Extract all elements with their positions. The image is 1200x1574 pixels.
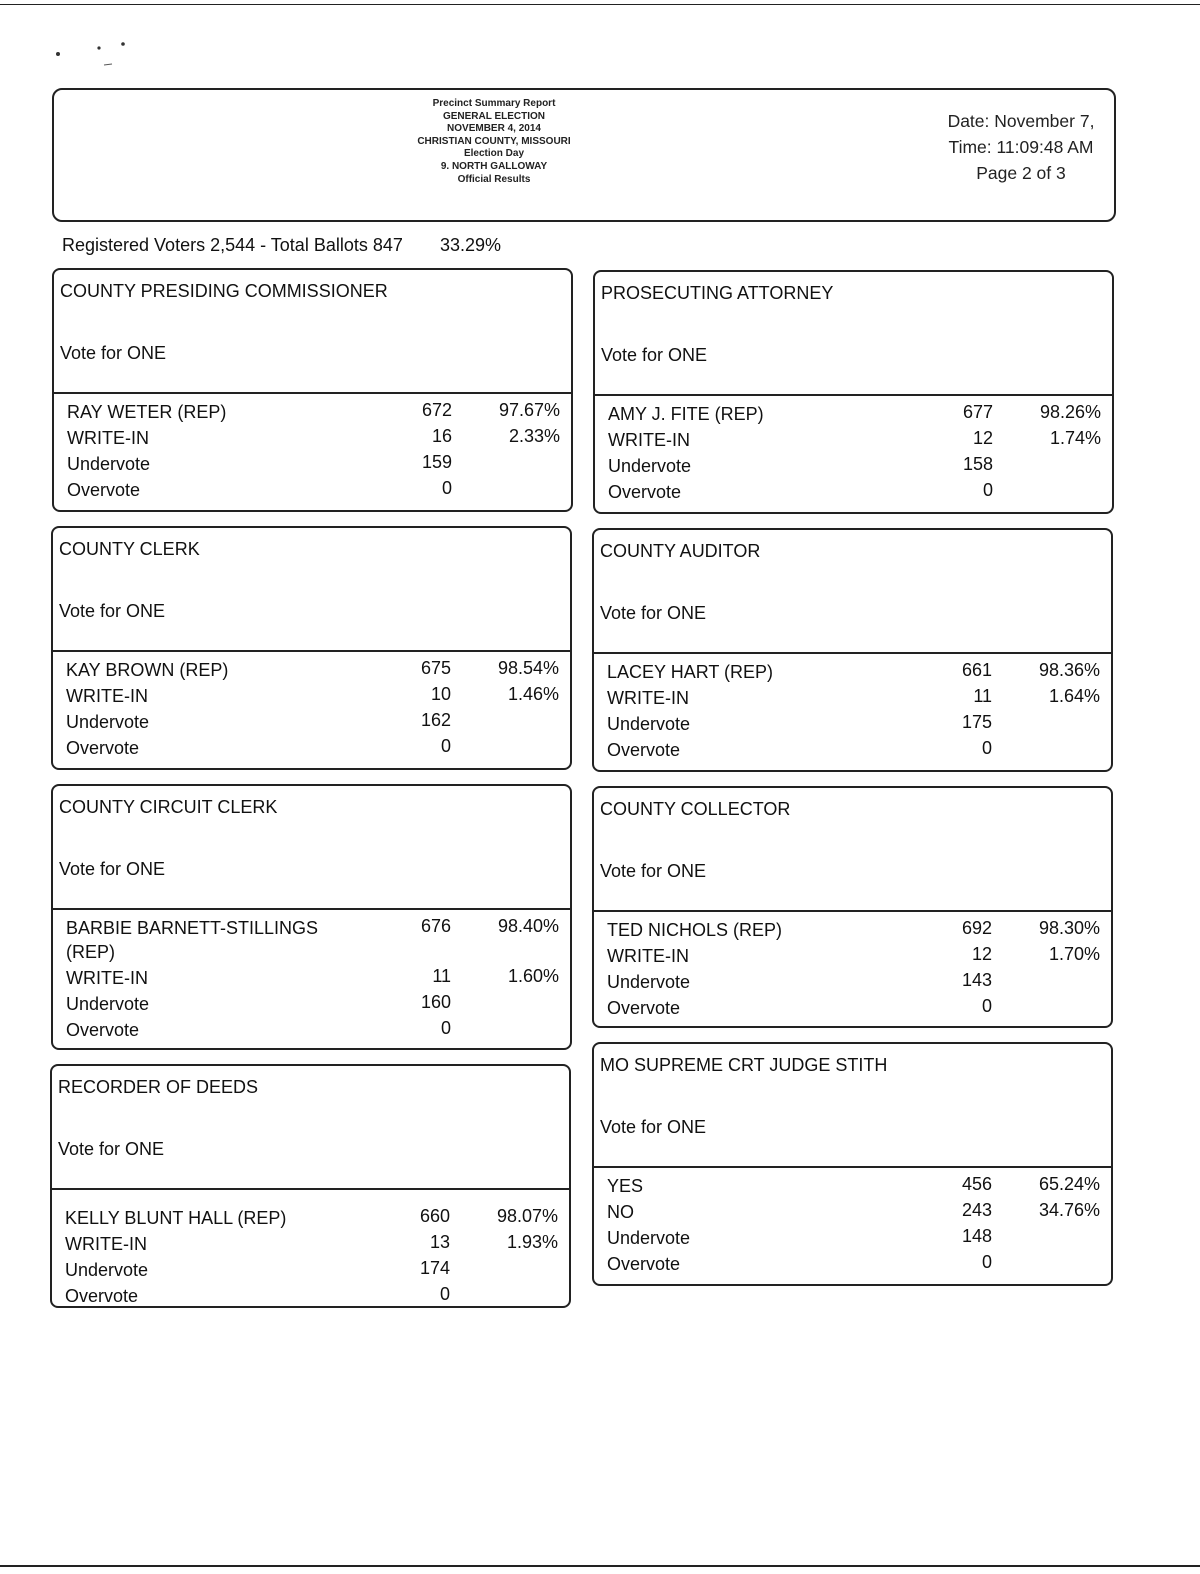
- result-row: [594, 686, 1111, 712]
- result-row: [594, 996, 1111, 1022]
- vote-percent: 34.76%: [1038, 1200, 1100, 1220]
- vote-count: 0: [981, 996, 992, 1016]
- choice-name: WRITE-IN: [607, 946, 689, 966]
- vote-percent: 98.30%: [1038, 918, 1100, 938]
- contest-divider: [54, 392, 571, 394]
- report-time: Time: 11:09:48 AM: [948, 137, 1094, 157]
- vote-count: 0: [981, 1252, 992, 1272]
- contest-divider: [594, 910, 1111, 912]
- result-row: [594, 738, 1111, 764]
- report-date: Date: November 7,: [947, 111, 1095, 131]
- contest-box: [593, 270, 1114, 514]
- vote-count: 11: [432, 966, 451, 986]
- vote-for-label: Vote for ONE: [600, 861, 707, 881]
- vote-percent: 1.93%: [506, 1232, 558, 1252]
- result-row: [53, 992, 570, 1018]
- report-line: Election Day: [463, 148, 525, 160]
- contest-title: MO SUPREME CRT JUDGE STITH: [600, 1055, 888, 1075]
- contest-box: [51, 784, 572, 1050]
- vote-count: 692: [961, 918, 992, 938]
- result-row: [52, 1284, 569, 1310]
- vote-percent: 1.60%: [507, 966, 559, 986]
- contest-divider: [53, 650, 570, 652]
- vote-count: 0: [440, 1018, 451, 1038]
- vote-percent: 1.70%: [1048, 944, 1100, 964]
- result-row: [594, 1174, 1111, 1200]
- choice-name: AMY J. FITE (REP): [608, 404, 764, 424]
- result-row: [594, 1252, 1111, 1278]
- result-row: [54, 426, 571, 452]
- vote-count: 676: [420, 916, 451, 936]
- result-row: [594, 1200, 1111, 1226]
- report-meta: [936, 108, 1106, 186]
- vote-count: 174: [419, 1258, 450, 1278]
- contest-title: COUNTY COLLECTOR: [600, 799, 791, 819]
- choice-name: Overvote: [66, 738, 140, 758]
- choice-name: Undervote: [607, 972, 691, 992]
- page-number: Page 2 of 3: [976, 163, 1066, 183]
- choice-name: KAY BROWN (REP): [66, 660, 229, 680]
- results-table: [594, 918, 1111, 1022]
- choice-name: Overvote: [66, 1020, 140, 1040]
- choice-name: Overvote: [607, 998, 681, 1018]
- choice-name: WRITE-IN: [608, 430, 690, 450]
- vote-for-label: Vote for ONE: [59, 859, 166, 879]
- choice-name: WRITE-IN: [607, 688, 689, 708]
- result-row: [54, 400, 571, 426]
- vote-percent: 98.07%: [496, 1206, 558, 1226]
- contest-divider: [595, 394, 1112, 396]
- contest-title: PROSECUTING ATTORNEY: [601, 283, 834, 303]
- turnout-text: Registered Voters 2,544 - Total Ballots 847: [62, 235, 403, 255]
- vote-count: 660: [419, 1206, 450, 1226]
- results-table: [595, 402, 1112, 506]
- choice-name: BARBIE BARNETT-STILLINGS (REP): [66, 918, 319, 962]
- vote-for-label: Vote for ONE: [58, 1139, 165, 1159]
- vote-for-label: Vote for ONE: [600, 1117, 707, 1137]
- scan-edge-top: [0, 4, 1200, 5]
- report-line: Precinct Summary Report: [432, 98, 556, 109]
- vote-count: 0: [441, 478, 452, 498]
- result-row: [54, 478, 571, 504]
- result-row: [53, 916, 570, 966]
- result-row: [52, 1232, 569, 1258]
- vote-percent: 97.67%: [498, 400, 560, 420]
- result-row: [53, 710, 570, 736]
- result-row: [53, 736, 570, 762]
- contest-title: COUNTY PRESIDING COMMISSIONER: [60, 281, 388, 301]
- contest-divider: [53, 908, 570, 910]
- turnout-summary: [62, 235, 502, 256]
- choice-name: WRITE-IN: [66, 968, 148, 988]
- result-row: [54, 452, 571, 478]
- choice-name: Undervote: [67, 454, 151, 474]
- vote-count: 0: [439, 1284, 450, 1304]
- result-row: [595, 402, 1112, 428]
- result-row: [53, 684, 570, 710]
- choice-name: Overvote: [608, 482, 682, 502]
- vote-count: 162: [420, 710, 451, 730]
- result-row: [594, 1226, 1111, 1252]
- contest-title: RECORDER OF DEEDS: [58, 1077, 259, 1097]
- vote-percent: 1.64%: [1048, 686, 1100, 706]
- choice-name: Undervote: [65, 1260, 149, 1280]
- results-table: [52, 1206, 569, 1310]
- vote-count: 143: [961, 970, 992, 990]
- vote-count: 159: [421, 452, 452, 472]
- vote-percent: 1.46%: [507, 684, 559, 704]
- contest-box: [592, 786, 1113, 1028]
- contest-divider: [594, 1166, 1111, 1168]
- vote-percent: 98.40%: [497, 916, 559, 936]
- report-line: Official Results: [457, 173, 531, 185]
- contest-title: COUNTY CIRCUIT CLERK: [59, 797, 278, 817]
- vote-count: 672: [421, 400, 452, 420]
- vote-for-label: Vote for ONE: [60, 343, 167, 363]
- result-row: [52, 1206, 569, 1232]
- vote-count: 158: [962, 454, 993, 474]
- choice-name: Overvote: [607, 1254, 681, 1274]
- result-row: [594, 918, 1111, 944]
- vote-count: 13: [429, 1232, 450, 1252]
- scan-specks: [52, 38, 142, 68]
- vote-count: 0: [440, 736, 451, 756]
- turnout-percent: 33.29%: [440, 235, 502, 255]
- vote-count: 661: [961, 660, 992, 680]
- vote-count: 10: [430, 684, 451, 704]
- vote-count: 677: [962, 402, 993, 422]
- result-row: [53, 658, 570, 684]
- choice-name: KELLY BLUNT HALL (REP): [65, 1208, 287, 1228]
- vote-count: 148: [961, 1226, 992, 1246]
- result-row: [595, 428, 1112, 454]
- vote-count: 0: [981, 738, 992, 758]
- choice-name: Overvote: [607, 740, 681, 760]
- result-row: [594, 970, 1111, 996]
- vote-count: 12: [971, 944, 992, 964]
- contest-title: COUNTY AUDITOR: [600, 541, 761, 561]
- vote-for-label: Vote for ONE: [600, 603, 707, 623]
- vote-for-label: Vote for ONE: [59, 601, 166, 621]
- choice-name: WRITE-IN: [66, 686, 148, 706]
- choice-name: WRITE-IN: [67, 428, 149, 448]
- results-table: [594, 1174, 1111, 1278]
- choice-name: TED NICHOLS (REP): [607, 920, 783, 940]
- vote-count: 12: [972, 428, 993, 448]
- choice-name: Overvote: [67, 480, 141, 500]
- vote-percent: 98.54%: [497, 658, 559, 678]
- report-line: 9. NORTH GALLOWAY: [440, 160, 548, 172]
- scan-edge-bottom: [0, 1565, 1200, 1567]
- result-row: [53, 966, 570, 992]
- report-header: [52, 88, 1116, 222]
- result-row: [594, 944, 1111, 970]
- result-row: [594, 660, 1111, 686]
- contest-divider: [594, 652, 1111, 654]
- contest-box: [592, 528, 1113, 772]
- choice-name: Undervote: [66, 712, 150, 732]
- vote-count: 160: [420, 992, 451, 1012]
- contest-divider: [52, 1188, 569, 1190]
- choice-name: RAY WETER (REP): [67, 402, 227, 422]
- choice-name: YES: [607, 1176, 644, 1196]
- result-row: [52, 1258, 569, 1284]
- contest-title: COUNTY CLERK: [59, 539, 200, 559]
- choice-name: NO: [607, 1202, 634, 1222]
- vote-count: 456: [961, 1174, 992, 1194]
- vote-count: 175: [961, 712, 992, 732]
- vote-percent: 98.36%: [1038, 660, 1100, 680]
- contest-box: [50, 1064, 571, 1308]
- result-row: [595, 454, 1112, 480]
- vote-percent: 65.24%: [1038, 1174, 1100, 1194]
- vote-for-label: Vote for ONE: [601, 345, 708, 365]
- results-table: [53, 916, 570, 1044]
- vote-percent: 98.26%: [1039, 402, 1101, 422]
- choice-name: Undervote: [607, 1228, 691, 1248]
- vote-count: 16: [431, 426, 452, 446]
- contest-box: [52, 268, 573, 512]
- choice-name: Undervote: [607, 714, 691, 734]
- vote-percent: 2.33%: [508, 426, 560, 446]
- vote-count: 0: [982, 480, 993, 500]
- vote-count: 243: [961, 1200, 992, 1220]
- vote-count: 675: [420, 658, 451, 678]
- result-row: [594, 712, 1111, 738]
- results-table: [54, 400, 571, 504]
- contest-box: [592, 1042, 1113, 1286]
- choice-name: LACEY HART (REP): [607, 662, 774, 682]
- report-line: NOVEMBER 4, 2014: [447, 123, 541, 135]
- vote-percent: 1.74%: [1049, 428, 1101, 448]
- contest-box: [51, 526, 572, 770]
- choice-name: Overvote: [65, 1286, 139, 1306]
- vote-count: 11: [973, 686, 992, 706]
- report-line: CHRISTIAN COUNTY, MISSOURI: [417, 135, 571, 147]
- report-title-block: [354, 98, 634, 186]
- results-table: [53, 658, 570, 762]
- result-row: [53, 1018, 570, 1044]
- report-line: GENERAL ELECTION: [442, 110, 546, 122]
- results-table: [594, 660, 1111, 764]
- result-row: [595, 480, 1112, 506]
- choice-name: WRITE-IN: [65, 1234, 147, 1254]
- choice-name: Undervote: [608, 456, 692, 476]
- choice-name: Undervote: [66, 994, 150, 1014]
